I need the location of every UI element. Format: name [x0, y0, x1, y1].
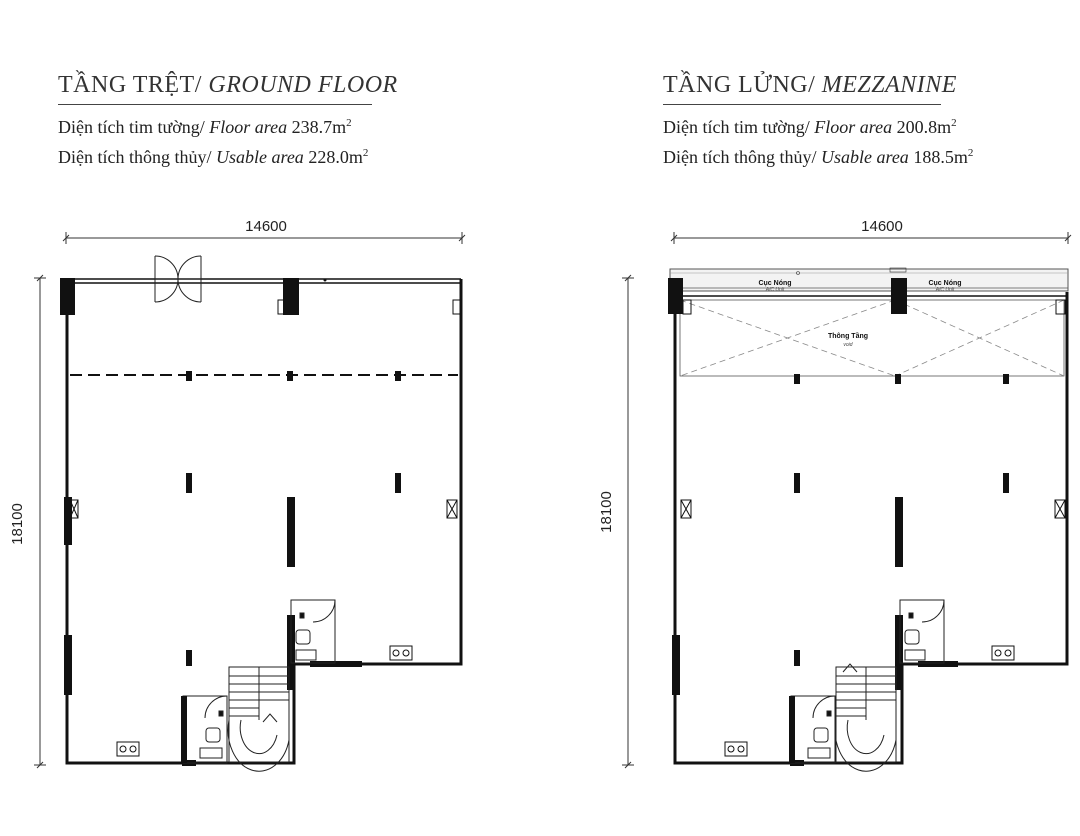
- ground-floor-area-label-en: Floor area: [209, 117, 288, 137]
- ground-column: [283, 278, 299, 315]
- mezzanine-height-label: 18100: [598, 491, 615, 533]
- ground-usable-area-label-en: Usable area: [215, 147, 304, 167]
- ground-walls: [67, 279, 461, 763]
- ground-column-detail: [453, 300, 460, 314]
- ground-column: [60, 278, 75, 315]
- mezzanine-title-vn: TẦNG LỬNG/: [663, 72, 816, 98]
- ac-unit-sub-right: A/C Unit: [935, 287, 955, 293]
- ground-title-en: GROUND FLOOR: [208, 72, 398, 98]
- mezzanine-ac-ledge: [670, 268, 1068, 291]
- ground-fixture-dot: [324, 279, 327, 282]
- void-label: Thông Tầng: [827, 333, 869, 340]
- ac-unit-label-left: Cục Nóng: [758, 280, 792, 287]
- ground-floor-area-label-vn: Diện tích tim tường/: [58, 117, 205, 137]
- mezzanine-floor-area-value: 200.8m: [896, 117, 952, 137]
- ground-floor-area-value: 238.7m: [291, 117, 347, 137]
- void-sub-label: void: [843, 342, 853, 348]
- ground-floor-plan: [9, 218, 465, 771]
- ac-unit-label-right: Cục Nóng: [928, 280, 962, 287]
- mezzanine-height-dimension: [622, 275, 634, 768]
- ground-wall-segments: [64, 497, 362, 766]
- mezzanine-wall-segments: [672, 615, 958, 766]
- mezzanine-column: [668, 278, 683, 314]
- ground-height-dimension: [34, 275, 46, 768]
- ground-restroom-upper: [291, 600, 335, 663]
- mezzanine-usable-area-value: 188.5m: [913, 147, 968, 167]
- ground-floor-area-sup: 2: [346, 117, 352, 129]
- ground-usable-area-sup: 2: [362, 147, 369, 159]
- mezzanine-usable-area-sup: 2: [967, 147, 974, 159]
- ground-width-label: 14600: [245, 218, 287, 235]
- ground-usable-area-value: 228.0m: [308, 147, 363, 167]
- mezzanine-staircase: [835, 664, 896, 771]
- ground-staircase: [228, 667, 289, 771]
- mezzanine-floor-area-sup: 2: [951, 117, 957, 129]
- ground-entrance-door: [155, 256, 201, 302]
- mezzanine-side-column-details: [681, 500, 1065, 518]
- ground-title-vn: TẦNG TRỆT/: [58, 72, 202, 98]
- mezzanine-width-label: 14600: [861, 218, 903, 235]
- mezzanine-usable-area-label-vn: Diện tích thông thủy/: [663, 147, 817, 167]
- ground-restroom-lower: [181, 696, 227, 763]
- mezzanine-usable-area-label-en: Usable area: [820, 147, 909, 167]
- mezzanine-title-en: MEZZANINE: [821, 72, 957, 98]
- mezzanine-void: [680, 300, 1064, 376]
- ac-unit-sub-left: A/C Unit: [765, 287, 785, 293]
- mezzanine-floor-area-label-vn: Diện tích tim tường/: [663, 117, 810, 137]
- ground-side-column-details: [70, 500, 457, 518]
- ground-height-label: 18100: [9, 503, 26, 545]
- mezzanine-column: [891, 278, 907, 314]
- mezzanine-floor-area-label-en: Floor area: [814, 117, 893, 137]
- mezzanine-restroom-lower: [789, 696, 835, 763]
- mezzanine-restroom-upper: [900, 600, 944, 663]
- mezzanine-plan: [598, 218, 1071, 771]
- ground-usable-area-label-vn: Diện tích thông thủy/: [58, 147, 212, 167]
